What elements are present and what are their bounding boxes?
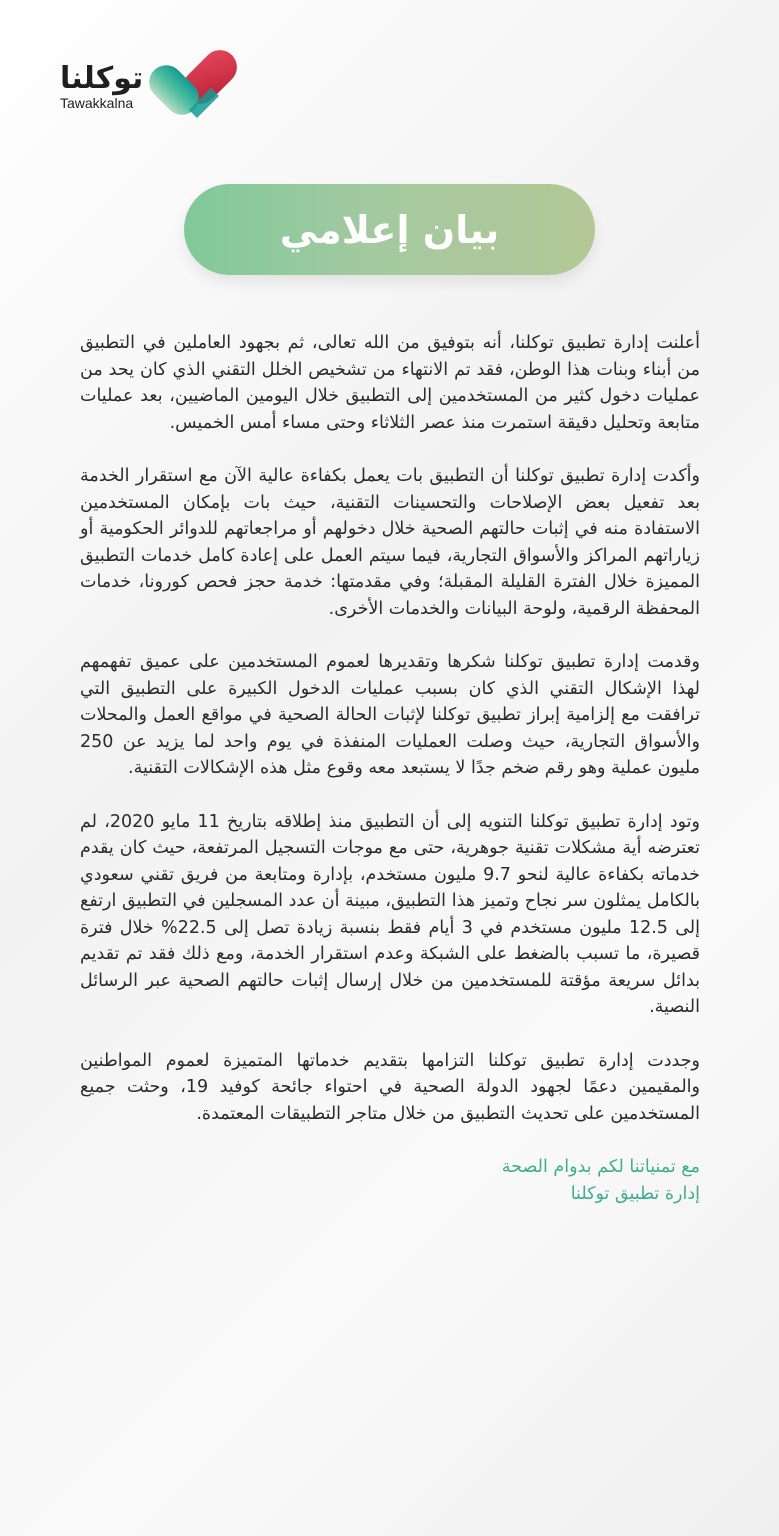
closing-signatory: إدارة تطبيق توكلنا [570,1183,700,1204]
title-banner [184,184,595,275]
closing-signature [80,1154,700,1207]
statement-body [80,330,700,1207]
tawakkalna-logo [60,50,241,122]
paragraph-4: وتود إدارة تطبيق توكلنا التنويه إلى أن التطبيق منذ إطلاقه بتاريخ 11 مايو 2020، لم تعترضه أية مشكلات تقنية جوهرية، حتى مع موجات التسجيل المرتفعة، حيث كان يقدم خدماته بكفاءة عالية لنحو 9.7 مليون مستخدم، بإدارة ومتابعة من فريق تقني سعودي بالكامل يمثلون سر نجاح وتميز هذا التطبيق، مبينة أن عدد المسجلين في التطبيق ارتفع إلى 12.5 مليون مستخدم في 3 أيام فقط بنسبة زيادة تصل إلى 22.5% خلال فترة قصيرة، ما تسبب بالضغط على الشبكة وعدم استقرار الخدمة، ومع ذلك فقد تم تقديم بدائل سريعة مؤقتة للمستخدمين من خلال إرسال إثبات حالتهم الصحية عبر الرسائل النصية. [80,811,700,1017]
logo-arabic-text: توكلنا [60,61,144,96]
closing-wish: مع تمنياتنا لكم بدوام الصحة [501,1157,700,1177]
paragraph-3: وقدمت إدارة تطبيق توكلنا شكرها وتقديرها لعموم المستخدمين على عميق تفهمهم لهذا الإشكال التقني الذي كان بسبب عمليات الدخول الكبيرة على التطبيق التي ترافقت مع إلزامية إبراز تطبيق توكلنا لإثبات الحالة الصحية في مواقع العمل والمحلات والأسواق التجارية، حيث وصلت العمليات المنفذة في يوم واحد لما يزيد عن 250 مليون عملية وهو رقم ضخم جدًا لا يستبعد معه وقوع مثل هذه الإشكالات التقنية. [80,652,700,778]
heart-check-logo-icon [149,48,241,122]
paragraph-5: وجددت إدارة تطبيق توكلنا التزامها بتقديم خدماتها المتميزة لعموم المواطنين والمقيمين دعمًا لجهود الدولة الصحية في احتواء جائحة كوفيد 19، وحثت جميع المستخدمين على تحديث التطبيق من خلال متاجر التطبيقات المعتمدة. [80,1050,700,1124]
paragraph-2: وأكدت إدارة تطبيق توكلنا أن التطبيق بات يعمل بكفاءة عالية الآن مع استقرار الخدمة بعد تفعيل بعض الإصلاحات والتحسينات التقنية، حيث بات بإمكان المستخدمين الاستفادة منه في إثبات حالتهم الصحية خلال دخولهم أو مراجعاتهم للدوائر الحكومية أو زياراتهم المراكز والأسواق التجارية، فيما سيتم العمل على إعادة كامل خدمات التطبيق المميزة خلال الفترة القليلة المقبلة؛ وفي مقدمتها: خدمة حجز فحص كورونا، خدمات المحفظة الرقمية، ولوحة البيانات والخدمات الأخرى. [80,466,700,619]
logo-latin-text: Tawakkalna [60,95,134,111]
logo-wordmark [60,61,143,111]
paragraph-1: أعلنت إدارة تطبيق توكلنا، أنه بتوفيق من الله تعالى، ثم بجهود العاملين في التطبيق من أبناء وبنات هذا الوطن، فقد تم الانتهاء من تشخيص الخلل التقني الذي كان يحد من عمليات دخول كثير من المستخدمين إلى التطبيق خلال اليومين الماضيين، بعد عمليات متابعة وتحليل دقيقة استمرت منذ عصر الثلاثاء وحتى مساء أمس الخميس. [80,333,700,433]
page-title: بيان إعلامي [279,207,500,252]
